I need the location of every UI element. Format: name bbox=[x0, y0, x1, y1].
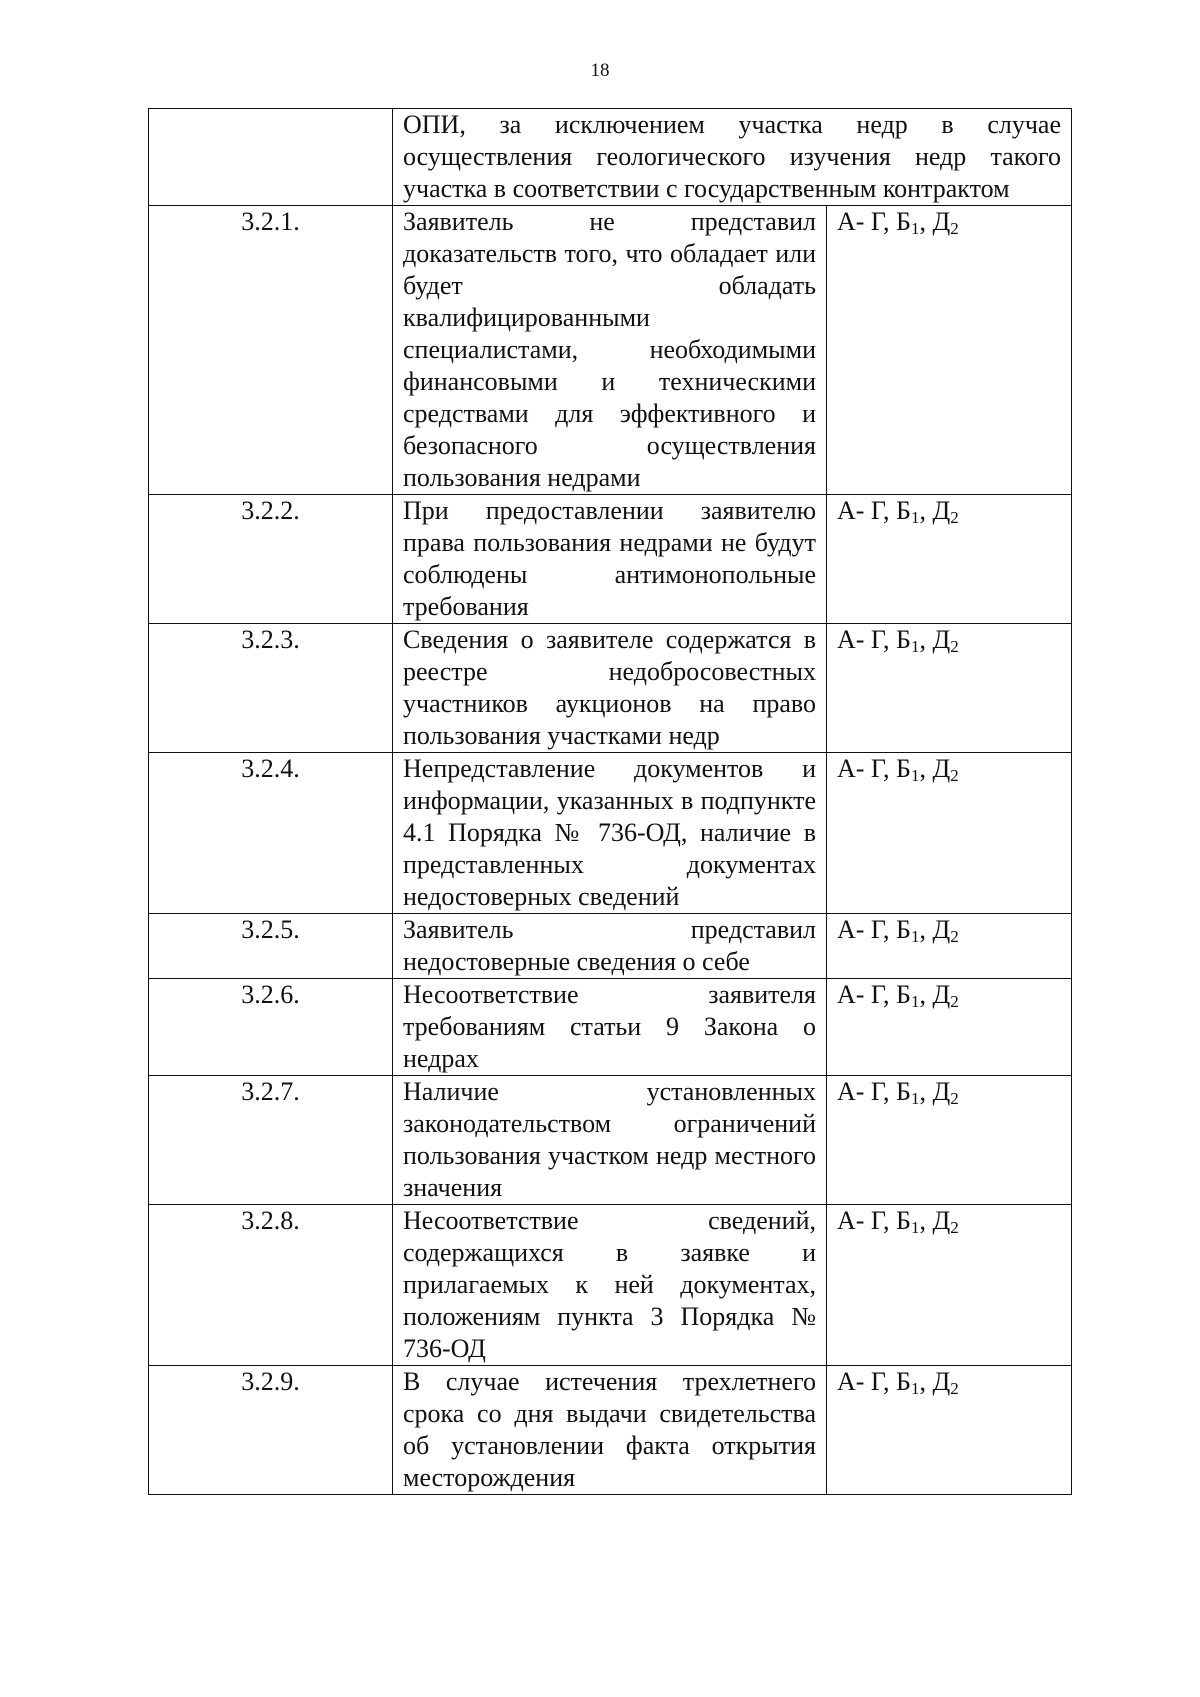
row-number: 3.2.2. bbox=[149, 495, 393, 624]
row-number: 3.2.4. bbox=[149, 753, 393, 914]
code-subscript: 1 bbox=[910, 992, 920, 1011]
code-subscript: 1 bbox=[910, 1218, 920, 1237]
intro-text-cell: ОПИ, за исключением участка недр в случае осуществления геологического изучения недр такого участка в соответствии с государственным контрактом bbox=[393, 109, 1072, 206]
row-code bbox=[827, 1076, 1072, 1205]
table-row bbox=[149, 1205, 1072, 1366]
table-row bbox=[149, 624, 1072, 753]
code-main: А- Г, Б bbox=[837, 496, 911, 525]
row-code bbox=[827, 206, 1072, 495]
code-mid: , Д bbox=[919, 1206, 951, 1235]
code-mid: , Д bbox=[919, 207, 951, 236]
code-subscript: 2 bbox=[950, 508, 959, 527]
code-subscript: 1 bbox=[910, 766, 920, 785]
code-mid: , Д bbox=[919, 915, 951, 944]
code-subscript: 1 bbox=[910, 927, 920, 946]
code-subscript: 2 bbox=[950, 1089, 959, 1108]
row-description: В случае истечения трехлетнего срока со дня выдачи свидетельства об установлении факта открытия месторождения bbox=[393, 1366, 827, 1495]
row-number: 3.2.6. bbox=[149, 979, 393, 1076]
row-description: Наличие установленных законодательством ограничений пользования участком недр местного значения bbox=[393, 1076, 827, 1205]
code-subscript: 1 bbox=[910, 1089, 920, 1108]
code-subscript: 2 bbox=[950, 992, 959, 1011]
table-row bbox=[149, 495, 1072, 624]
row-number: 3.2.3. bbox=[149, 624, 393, 753]
code-subscript: 1 bbox=[910, 1379, 920, 1398]
row-number: 3.2.9. bbox=[149, 1366, 393, 1495]
code-mid: , Д bbox=[919, 1367, 951, 1396]
row-code bbox=[827, 495, 1072, 624]
code-mid: , Д bbox=[919, 1077, 951, 1106]
code-main: А- Г, Б bbox=[837, 625, 911, 654]
table-rows bbox=[149, 206, 1072, 1495]
row-number-cell bbox=[149, 109, 393, 206]
row-code bbox=[827, 753, 1072, 914]
row-code bbox=[827, 1205, 1072, 1366]
row-description: Несоответствие сведений, содержащихся в заявке и прилагаемых к ней документах, положениям пункта 3 Порядка № 736-ОД bbox=[393, 1205, 827, 1366]
row-number: 3.2.1. bbox=[149, 206, 393, 495]
code-mid: , Д bbox=[919, 754, 951, 783]
table-row bbox=[149, 1366, 1072, 1495]
row-code bbox=[827, 979, 1072, 1076]
row-code bbox=[827, 914, 1072, 979]
row-code bbox=[827, 624, 1072, 753]
code-subscript: 2 bbox=[950, 1379, 959, 1398]
row-description: Заявитель не представил доказательств того, что обладает или будет обладать квалифицированными специалистами, необходимыми финансовыми и техническими средствами для эффективного и безопасного осуществления пользования недрами bbox=[393, 206, 827, 495]
table-row bbox=[149, 753, 1072, 914]
code-mid: , Д bbox=[919, 980, 951, 1009]
row-description: Непредставление документов и информации, указанных в подпункте 4.1 Порядка № 736-ОД, наличие в представленных документах недостоверных сведений bbox=[393, 753, 827, 914]
table-row bbox=[149, 109, 1072, 206]
table-row bbox=[149, 1076, 1072, 1205]
code-subscript: 1 bbox=[910, 508, 920, 527]
code-subscript: 2 bbox=[950, 637, 959, 656]
code-main: А- Г, Б bbox=[837, 754, 911, 783]
code-subscript: 2 bbox=[950, 1218, 959, 1237]
table-row bbox=[149, 914, 1072, 979]
code-mid: , Д bbox=[919, 625, 951, 654]
row-number: 3.2.5. bbox=[149, 914, 393, 979]
table-row bbox=[149, 206, 1072, 495]
table-row bbox=[149, 979, 1072, 1076]
code-main: А- Г, Б bbox=[837, 207, 911, 236]
code-main: А- Г, Б bbox=[837, 980, 911, 1009]
row-description: Заявитель представил недостоверные сведения о себе bbox=[393, 914, 827, 979]
code-subscript: 2 bbox=[950, 219, 959, 238]
code-mid: , Д bbox=[919, 496, 951, 525]
code-subscript: 1 bbox=[910, 219, 920, 238]
code-main: А- Г, Б bbox=[837, 1206, 911, 1235]
row-description: Сведения о заявителе содержатся в реестре недобросовестных участников аукционов на право пользования участками недр bbox=[393, 624, 827, 753]
code-subscript: 1 bbox=[910, 637, 920, 656]
row-number: 3.2.8. bbox=[149, 1205, 393, 1366]
code-main: А- Г, Б bbox=[837, 915, 911, 944]
row-description: Несоответствие заявителя требованиям статьи 9 Закона о недрах bbox=[393, 979, 827, 1076]
row-number: 3.2.7. bbox=[149, 1076, 393, 1205]
page-number: 18 bbox=[590, 60, 610, 81]
row-description: При предоставлении заявителю права пользования недрами не будут соблюдены антимонопольные требования bbox=[393, 495, 827, 624]
code-main: А- Г, Б bbox=[837, 1367, 911, 1396]
grounds-table bbox=[148, 108, 1072, 1495]
code-subscript: 2 bbox=[950, 766, 959, 785]
code-main: А- Г, Б bbox=[837, 1077, 911, 1106]
code-subscript: 2 bbox=[950, 927, 959, 946]
row-code bbox=[827, 1366, 1072, 1495]
